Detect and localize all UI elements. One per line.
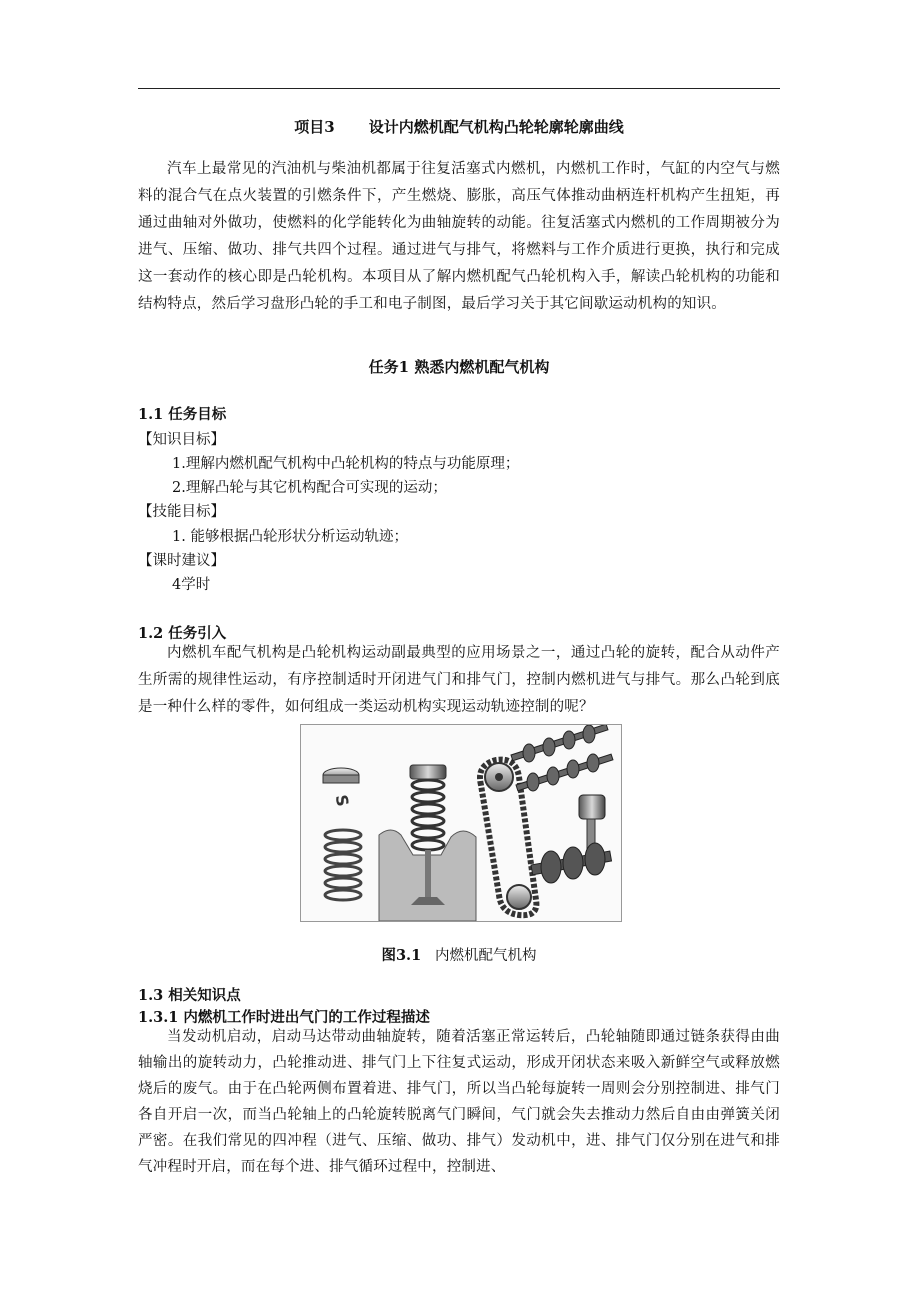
skill-item-1: 1. 能够根据凸轮形状分析运动轨迹；	[172, 529, 408, 545]
section-1-2-heading: 1.2 任务引入	[138, 625, 227, 642]
section-1-2-paragraph: 内燃机车配气机构是凸轮机构运动副最典型的应用场景之一，通过凸轮的旋转，配合从动件产生所需的规律性运动，有序控制适时开闭进气门和排气门，控制内燃机进气与排气。那么凸轮到底是一种什么样的零件，如何组成一类运动机构实现运动轨迹控制的呢？	[138, 645, 780, 715]
section-1-3-heading: 1.3 相关知识点	[138, 987, 241, 1004]
header-rule	[138, 88, 780, 89]
intro-paragraph: 汽车上最常见的汽油机与柴油机都属于往复活塞式内燃机，内燃机工作时，气缸的内空气与燃料的混合气在点火装置的引燃条件下，产生燃烧、膨胀，高压气体推动曲柄连杆机构产生扭矩，再通过曲轴对外做功，使燃料的化学能转化为曲轴旋转的动能。往复活塞式内燃机的工作周期被分为进气、压缩、做功、排气共四个过程。通过进气与排气，将燃料与工作介质进行更换，执行和完成这一套动作的核心即是凸轮机构。本项目从了解内燃机配气凸轮机构入手，解读凸轮机构的功能和结构特点，然后学习盘形凸轮的手工和电子制图，最后学习关于其它间歇运动机构的知识。	[138, 161, 780, 312]
knowledge-item-2: 2.理解凸轮与其它机构配合可实现的运动；	[172, 480, 447, 496]
hours-value: 4学时	[172, 577, 211, 593]
valve-train-figure	[300, 724, 622, 922]
knowledge-item-1: 1.理解内燃机配气机构中凸轮机构的特点与功能原理；	[172, 456, 520, 472]
section-1-3-1-heading: 1.3.1 内燃机工作时进出气门的工作过程描述	[138, 1009, 430, 1026]
project-title-text: 设计内燃机配气机构凸轮轮廓轮廓曲线	[368, 118, 624, 136]
section-1-1-heading: 1.1 任务目标	[138, 406, 227, 423]
svg-text:S: S	[331, 793, 353, 808]
section-1-3-1-paragraph: 当发动机启动，启动马达带动曲轴旋转，随着活塞正常运转后，凸轮轴随即通过链条获得由曲轴输出的旋转动力，凸轮推动进、排气门上下往复式运动，形成开闭状态来吸入新鲜空气或释放燃烧后的废气。由于在凸轮两侧布置着进、排气门，所以当凸轮每旋转一周则会分别控制进、排气门各自开启一次，而当凸轮轴上的凸轮旋转脱离气门瞬间，气门就会失去推动力然后自由由弹簧关闭严密。在我们常见的四冲程（进气、压缩、做功、排气）发动机中，进、排气门仅分别在进气和排气冲程时开启，而在每个进、排气循环过程中，控制进、	[138, 1029, 780, 1175]
knowledge-label: 【知识目标】	[138, 432, 225, 448]
project-title	[138, 116, 780, 137]
figure-caption	[138, 944, 780, 965]
figure-caption-text: 内燃机配气机构	[435, 948, 537, 964]
valve-train-illustration	[301, 725, 621, 921]
hours-label: 【课时建议】	[138, 553, 225, 569]
project-label: 项目3	[294, 118, 335, 136]
skill-label: 【技能目标】	[138, 504, 225, 520]
figure-number: 图3.1	[381, 947, 422, 964]
task-title: 任务1 熟悉内燃机配气机构	[368, 358, 550, 376]
